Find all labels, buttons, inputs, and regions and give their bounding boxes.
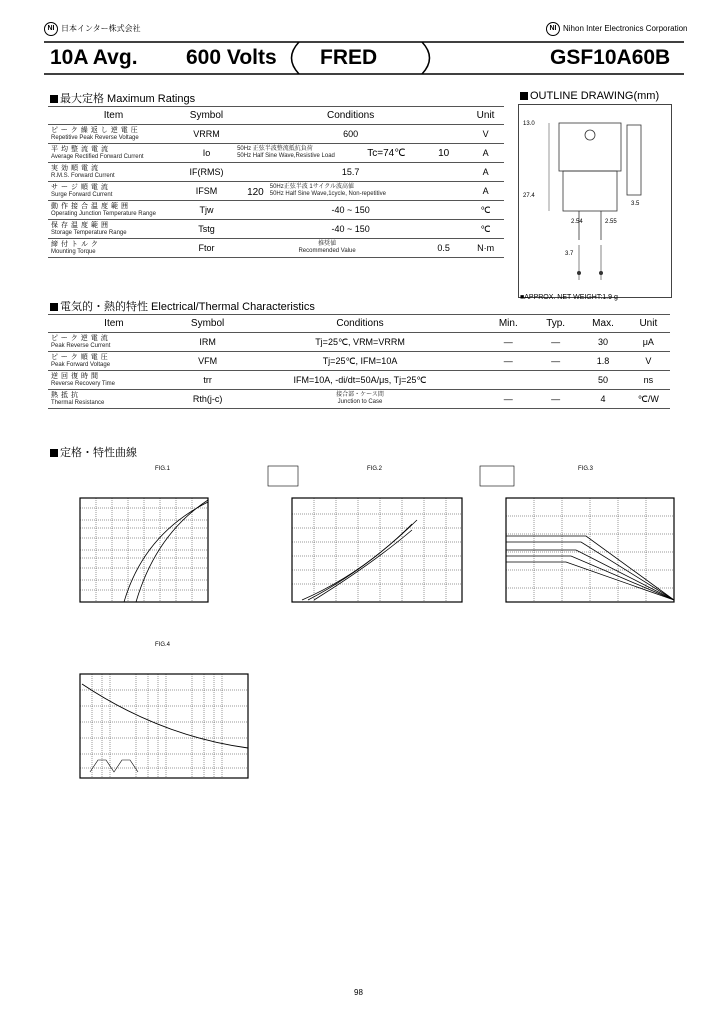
- table-header-row: Item Symbol Conditions Min. Typ. Max. Unit: [48, 315, 670, 333]
- part-number: GSF10A60B: [550, 46, 671, 69]
- company-jp-header: NI 日本インター株式会社: [44, 22, 141, 36]
- fig2-label: FIG.2: [367, 466, 383, 472]
- device-type: FRED: [320, 46, 378, 69]
- table-row: 平均整流電流 Average Rectified Forward Current Io 50Hz 正弦半波整流抵抗負荷 50Hz Half Sine Wave,Resistive Load Tc=74℃ 10 A: [48, 144, 504, 163]
- dim-label: 3.5: [631, 201, 640, 207]
- table-header-row: Item Symbol Conditions Unit: [48, 107, 504, 125]
- table-row: 締付トルク Mounting Torque Ftor 推奨値 Recommended Value 0.5 N·m: [48, 239, 504, 258]
- fig1-plot: [60, 464, 220, 624]
- max-ratings-table: [48, 106, 504, 258]
- fig1-label: FIG.1: [155, 466, 171, 472]
- title-bar: [44, 40, 684, 76]
- avg-current: 10A Avg.: [50, 46, 138, 69]
- dim-label: 2.55: [605, 219, 617, 225]
- table-row: ピーク順電圧 Peak Forward Voltage VFM Tj=25℃, IFM=10A — — 1.8 V: [48, 352, 670, 371]
- dim-label: 27.4: [523, 193, 535, 199]
- voltage-rating: 600 Volts: [186, 46, 277, 69]
- company-logo-icon-right: NI: [546, 22, 560, 36]
- fig3-label: FIG.3: [578, 466, 594, 472]
- elec-thermal-heading: 電気的・熱的特性 Electrical/Thermal Characteristics: [50, 298, 315, 314]
- max-ratings-heading: 最大定格 Maximum Ratings: [50, 90, 195, 106]
- table-row: ピーク繰返し逆電圧 Repetitive Peak Reverse Voltage VRRM 600 V: [48, 125, 504, 144]
- table-row: 保存温度範囲 Storage Temperature Range Tstg -40 ~ 150 ℃: [48, 220, 504, 239]
- fig2-graph: [262, 464, 472, 624]
- outline-drawing: [518, 104, 672, 298]
- fig4-graph: [60, 640, 260, 800]
- net-weight: ■APPROX. NET WEIGHT:1.9 g: [520, 294, 618, 301]
- table-row: 実効順電流 R.M.S. Forward Current IF(RMS) 15.7 A: [48, 163, 504, 182]
- dim-label: 3.7: [565, 251, 574, 257]
- fig3-graph: [476, 464, 682, 624]
- table-row: サージ順電流 Surge Forward Current IFSM 120 50Hz正弦半波 1サイクル波高値 50Hz Half Sine Wave,1cycle, Non-repetitive A: [48, 182, 504, 201]
- company-logo-icon: NI: [44, 22, 58, 36]
- fig3-plot: [476, 464, 682, 624]
- dim-label: 13.0: [523, 121, 535, 127]
- package-outline-diagram: [519, 105, 671, 297]
- table-row: 熱抵抗 Thermal Resistance Rth(j-c) 接合部・ケース間 Junction to Case — — 4 ℃/W: [48, 390, 670, 409]
- fig2-plot: [262, 464, 472, 624]
- table-row: 逆回復時間 Reverse Recovery Time trr IFM=10A, -di/dt=50A/μs, Tj=25℃ 50 ns: [48, 371, 670, 390]
- page-number: 98: [354, 988, 363, 997]
- company-en-header: NI Nihon Inter Electronics Corporation: [546, 22, 688, 36]
- fig4-label: FIG.4: [155, 642, 171, 648]
- fig1-graph: [60, 464, 220, 624]
- table-row: ピーク逆電流 Peak Reverse Current IRM Tj=25℃, VRM=VRRM — — 30 μA: [48, 333, 670, 352]
- outline-heading: OUTLINE DRAWING(mm): [520, 90, 659, 102]
- fig4-plot: [60, 640, 260, 800]
- table-row: 動作接合温度範囲 Operating Junction Temperature Range Tjw -40 ~ 150 ℃: [48, 201, 504, 220]
- elec-thermal-table: [48, 314, 670, 409]
- dim-label: 2.54: [571, 219, 583, 225]
- curves-heading: 定格・特性曲線: [50, 444, 137, 460]
